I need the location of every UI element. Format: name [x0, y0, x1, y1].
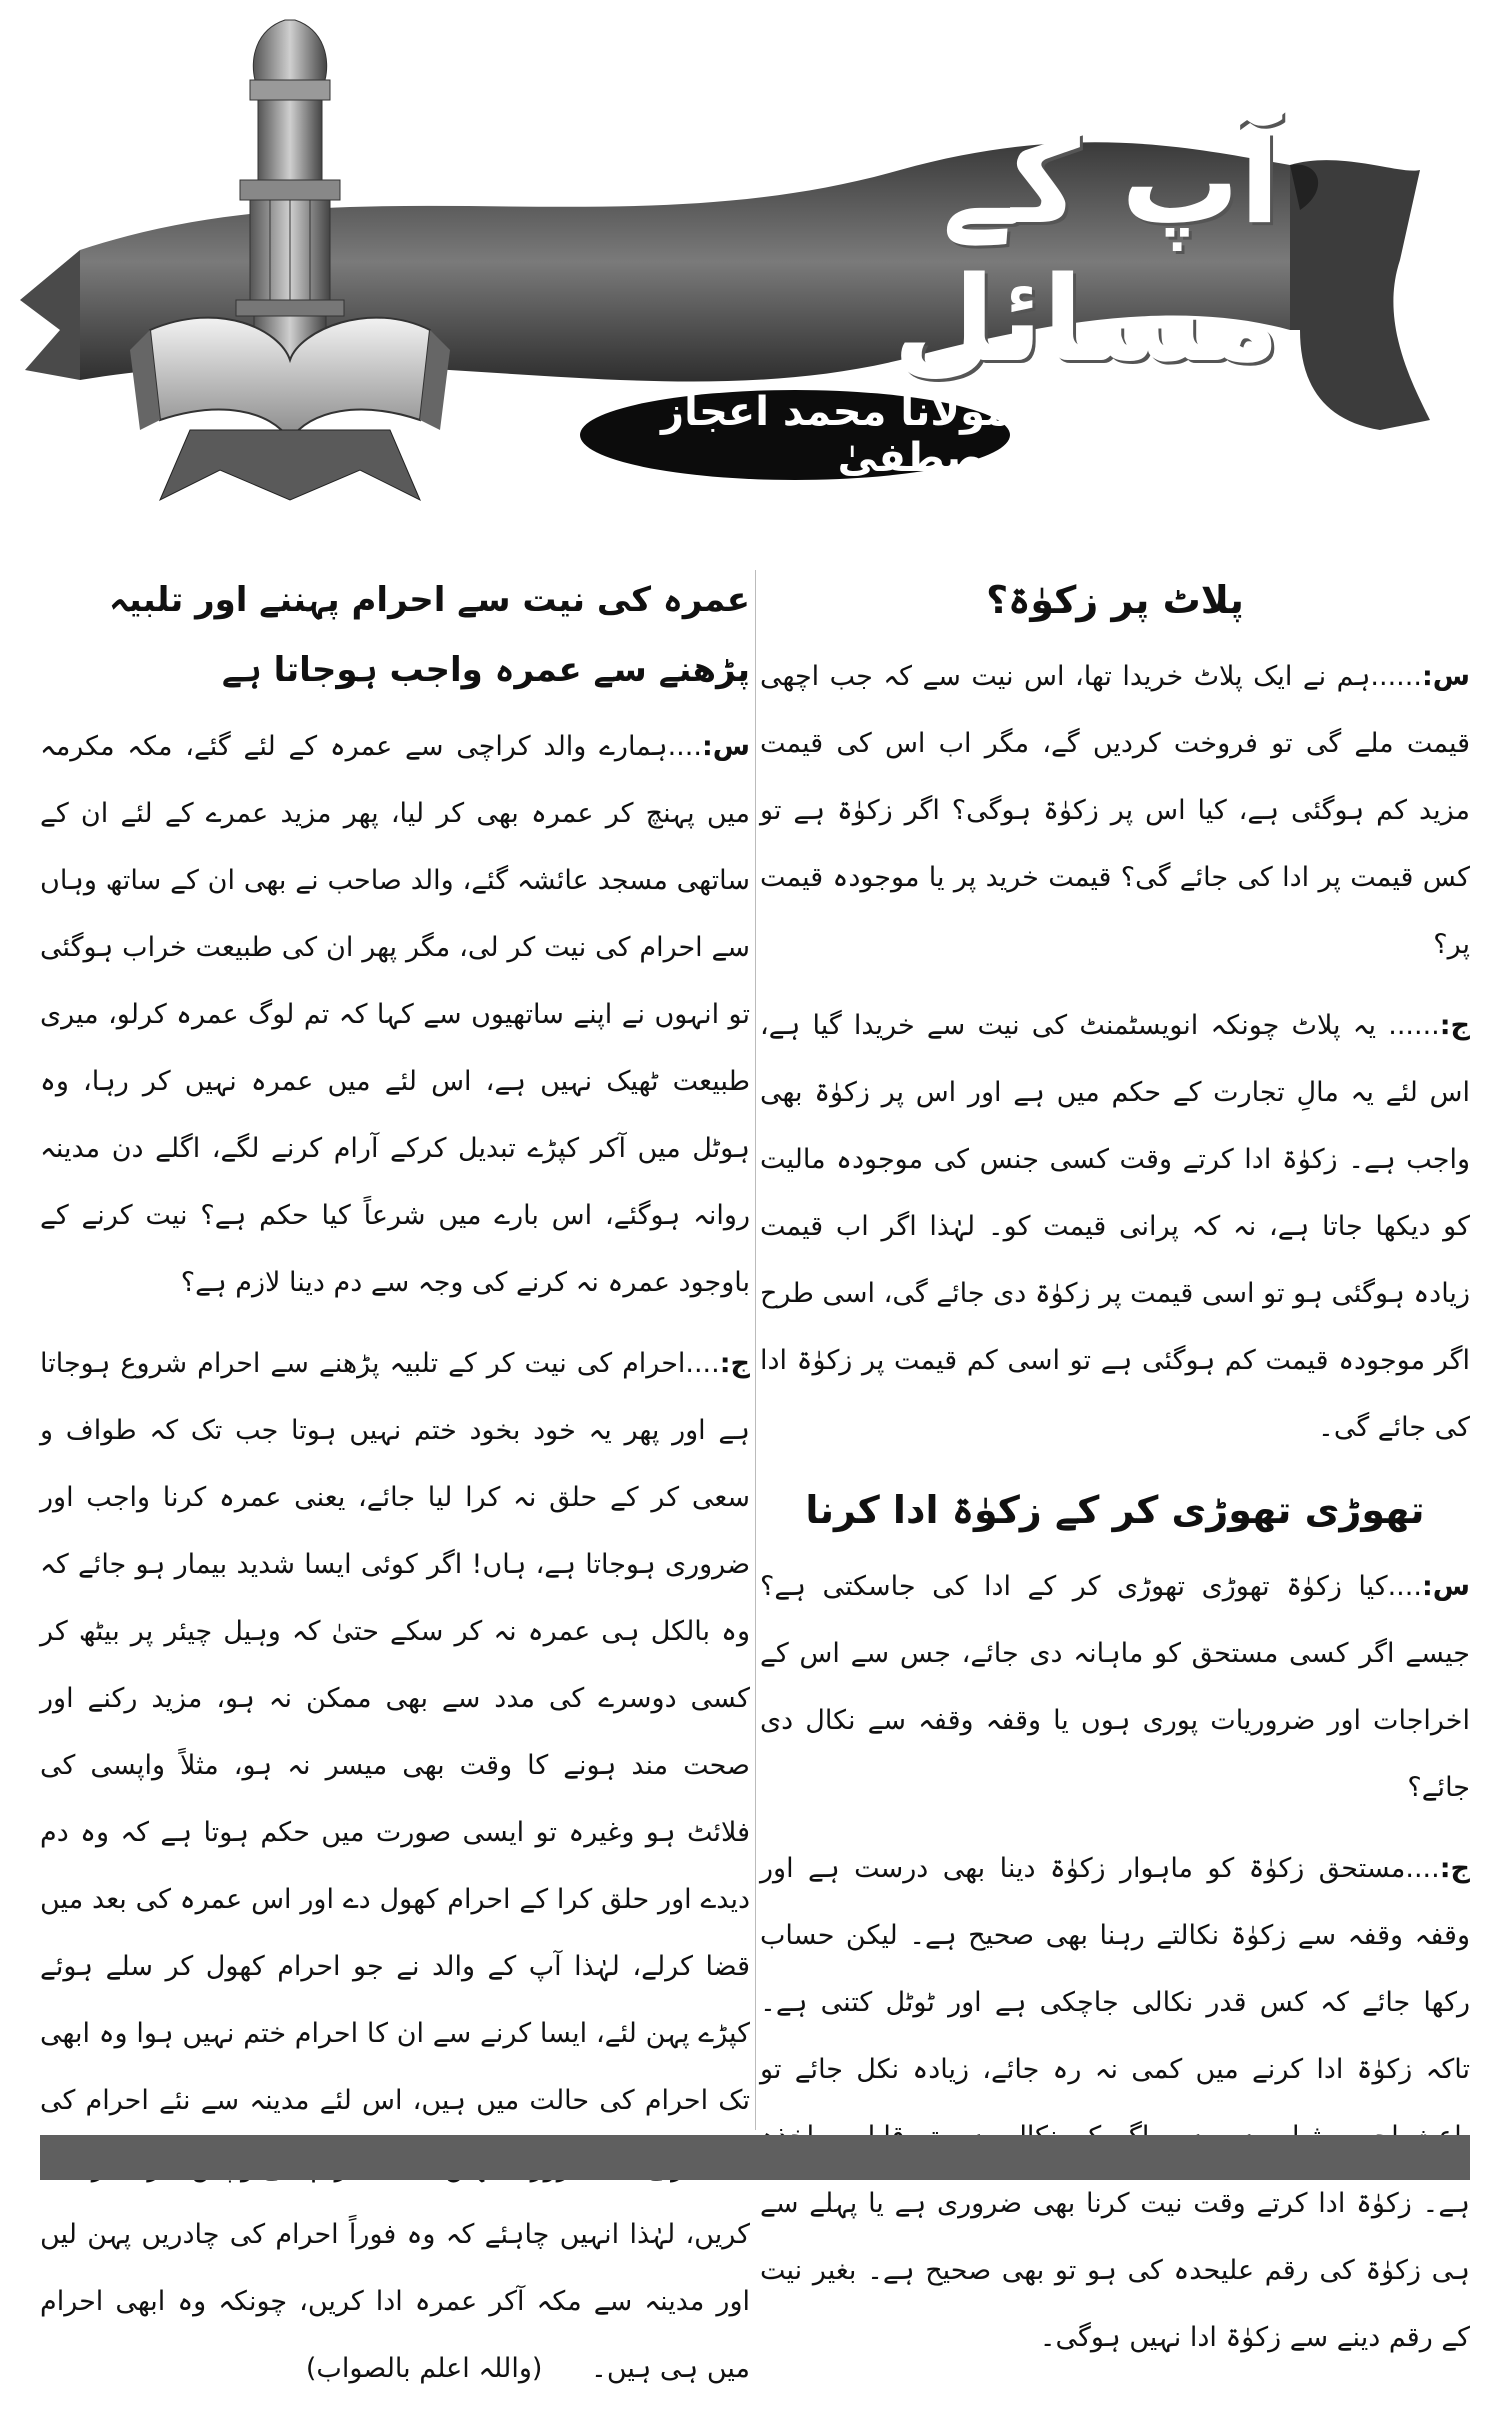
right-column	[760, 565, 1470, 2385]
ribbon-right-curl	[1290, 160, 1430, 430]
header-banner	[0, 0, 1500, 550]
question-paragraph	[40, 713, 750, 1316]
footer-bar	[40, 2135, 1470, 2180]
question-tag: س:	[701, 731, 750, 762]
ribbon-left-tail	[20, 250, 80, 380]
question-tag: س:	[1421, 661, 1470, 692]
section-heading-umrah-ihram: عمرہ کی نیت سے احرام پہننے اور تلبیہ پڑھنے سے عمرہ واجب ہوجاتا ہے	[108, 580, 750, 690]
answer-paragraph	[760, 1835, 1470, 2371]
author-byline: مولانا محمد اعجاز مصطفیٰ	[580, 390, 1010, 480]
section-heading-installment-zakat: تھوڑی تھوڑی کر کے زکوٰۃ ادا کرنا	[805, 1488, 1425, 1532]
question-paragraph	[760, 643, 1470, 978]
question-tag: س:	[1421, 1571, 1470, 1602]
answer-text: ...... یہ پلاٹ چونکہ انویسٹمنٹ کی نیت سے خریدا گیا ہے، اس لئے یہ مالِ تجارت کے حکم میں ہے اور اس پر زکوٰۃ بھی واجب ہے۔ زکوٰۃ ادا کرتے وقت کسی جنس کی موجودہ مالیت کو دیکھا جاتا ہے، نہ کہ پرانی قیمت کو۔ لہٰذا اگر اب قیمت زیادہ ہوگئی ہو تو اسی قیمت پر زکوٰۃ دی جائے گی، اسی طرح اگر موجودہ قیمت کم ہوگئی ہے تو اسی کم قیمت پر زکوٰۃ ادا کی جائے گی۔	[760, 1010, 1470, 1443]
answer-tag: ج:	[719, 1348, 750, 1379]
column-divider	[755, 570, 756, 2130]
section-heading-plot-zakat: پلاٹ پر زکوٰۃ؟	[986, 578, 1244, 622]
closing-phrase: (واللہ اعلم بالصواب)	[305, 2353, 543, 2384]
answer-tag: ج:	[1439, 1853, 1470, 1884]
question-text: ......ہم نے ایک پلاٹ خریدا تھا، اس نیت سے کہ جب اچھی قیمت ملے گی تو فروخت کردیں گے، مگر اب اس کی قیمت مزید کم ہوگئی ہے، کیا اس پر زکوٰۃ ہوگی؟ اگر زکوٰۃ ہے تو کس قیمت پر ادا کی جائے گی؟ قیمت خرید پر یا موجودہ قیمت پر؟	[760, 661, 1470, 960]
answer-text: ....احرام کی نیت کر کے تلبیہ پڑھنے سے احرام شروع ہوجاتا ہے اور پھر یہ خود بخود ختم نہیں ہوتا جب تک کہ طواف و سعی کر کے حلق نہ کرا لیا جائے، یعنی عمرہ کرنا واجب اور ضروری ہوجاتا ہے، ہاں! اگر کوئی ایسا شدید بیمار ہو جائے کہ وہ بالکل ہی عمرہ نہ کر سکے حتیٰ کہ وہیل چیئر پر بیٹھ کر کسی دوسرے کی مدد سے بھی ممکن نہ ہو، مزید رکنے اور صحت مند ہونے کا وقت بھی میسر نہ ہو، مثلاً واپسی کی فلائٹ ہو وغیرہ تو ایسی صورت میں حکم ہوتا ہے کہ وہ دم دیدے اور حلق کرا کے احرام کھول دے اور اس عمرہ کی بعد میں قضا کرلے، لہٰذا آپ کے والد نے جو احرام کھول کر سلے ہوئے کپڑے پہن لئے، ایسا کرنے سے ان کا احرام ختم نہیں ہوا وہ ابھی تک احرام کی حالت میں ہیں، اس لئے مدینہ سے نئے احرام کی کریں، لہٰذا انہیں چاہئے کہ وہ فوراً احرام کی چادریں پہن لیں اور مدینہ سے مکہ آکر عمرہ ادا کریں، چونکہ وہ ابھی احرام میں ہی ہیں۔	[40, 1348, 750, 2384]
question-text: ....کیا زکوٰۃ تھوڑی تھوڑی کر کے ادا کی جاسکتی ہے؟ جیسے اگر کسی مستحق کو ماہانہ دی جائے، جس سے اس کے اخراجات اور ضروریات پوری ہوں یا وقفہ وقفہ سے نکال دی جائے؟	[760, 1571, 1470, 1803]
question-paragraph	[760, 1553, 1470, 1821]
question-text: ....ہمارے والد کراچی سے عمرہ کے لئے گئے، مکہ مکرمہ میں پہنچ کر عمرہ بھی کر لیا، پھر مزید عمرے کے لئے ان کے ساتھی مسجد عائشہ گئے، والد صاحب نے بھی ان کے ساتھ وہاں سے احرام کی نیت کر لی، مگر پھر ان کی طبیعت خراب ہوگئی تو انہوں نے اپنے ساتھیوں سے کہا کہ تم لوگ عمرہ کرلو، میری طبیعت ٹھیک نہیں ہے، اس لئے میں عمرہ نہیں کر رہا، وہ ہوٹل میں آکر کپڑے تبدیل کرکے آرام کرنے لگے، اگلے دن مدینہ روانہ ہوگئے، اس بارے میں شرعاً کیا حکم ہے؟ نیت کرنے کے باوجود عمرہ نہ کرنے کی وجہ سے دم دینا لازم ہے؟	[40, 731, 750, 1298]
answer-text: ....مستحق زکوٰۃ کو ماہوار زکوٰۃ دینا بھی درست ہے اور وقفہ وقفہ سے زکوٰۃ نکالتے رہنا بھی صحیح ہے۔ لیکن حساب رکھا جائے کہ کس قدر نکالی جاچکی ہے اور ٹوٹل کتنی ہے۔ تاکہ زکوٰۃ ادا کرنے میں کمی نہ رہ جائے، زیادہ نکل جائے تو ہے۔ زکوٰۃ ادا کرتے وقت نیت کرنا بھی ضروری ہے یا پہلے سے ہی زکوٰۃ کی رقم علیحدہ کی ہو تو بھی صحیح ہے۔ بغیر نیت کے رقم دینے سے زکوٰۃ ادا نہیں ہوگی۔	[760, 1853, 1470, 2353]
answer-paragraph	[40, 1330, 750, 2402]
answer-paragraph	[760, 992, 1470, 1461]
answer-tag: ج:	[1439, 1010, 1470, 1041]
page-banner-title: آپ کے مسائل	[892, 112, 1280, 388]
